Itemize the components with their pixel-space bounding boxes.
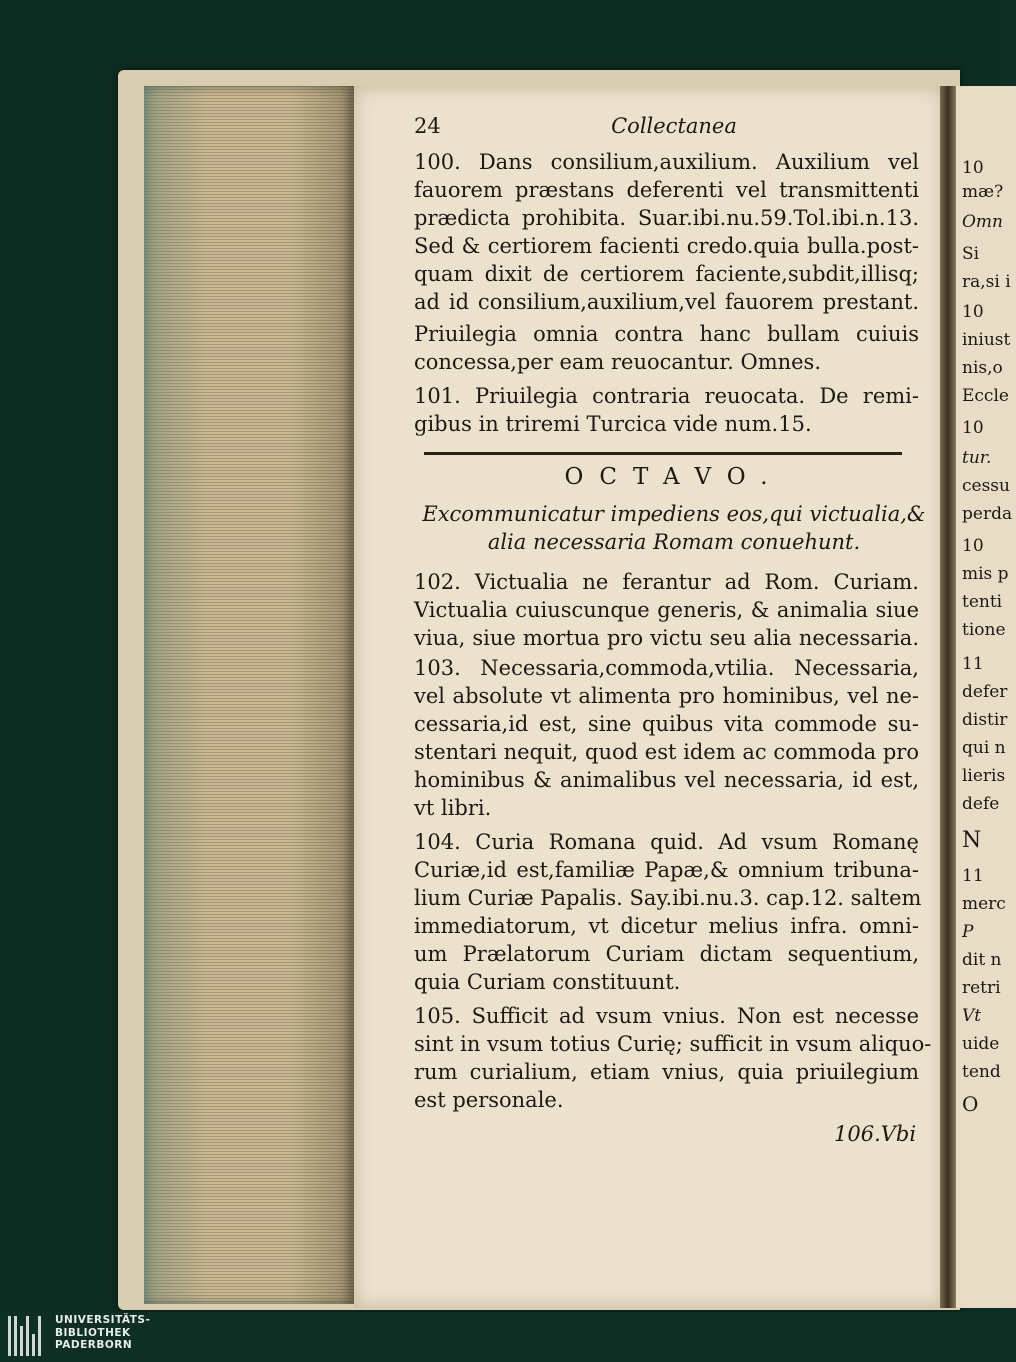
running-head: Collectanea [611,114,737,138]
body-line: 103. Necessaria,commoda,vtilia. Necessaria, [414,656,919,680]
body-line: 101. Priuilegia contraria reuocata. De remi- [414,384,919,408]
right-page-fragment: tur. [962,448,992,468]
right-page-fragment: ra,si i [962,272,1011,292]
body-line: um Prælatorum Curiam dictam sequentium, [414,942,919,966]
body-line: rum curialium, etiam vnius, quia priuilegium [414,1060,919,1084]
body-line: quia Curiam constituunt. [414,970,681,994]
library-name-line: PADERBORN [55,1339,133,1351]
right-page-fragment: Si [962,244,980,264]
body-line: concessa,per eam reuocantur. Omnes. [414,350,822,374]
catchword: 106.Vbi [834,1122,917,1146]
body-line: Curiæ,id est,familiæ Papæ,& omnium tribuna- [414,858,919,882]
body-line: vel absolute vt alimenta pro hominibus, vel ne- [414,684,919,708]
right-page-fragment: Eccle [962,386,1009,406]
body-line: vt libri. [414,796,492,820]
right-page-fragment: P [962,922,974,942]
right-page-fragment: Omn [962,212,1004,232]
body-line: prædicta prohibita. Suar.ibi.nu.59.Tol.ibi.n.13. [414,206,919,230]
body-line: Victualia cuiuscunque generis, & animalia siue [414,598,919,622]
body-line: sint in vsum totius Curię; sufficit in vsum aliquo- [414,1032,932,1056]
right-page-fragment: merc [962,894,1006,914]
body-line: Sed & certiorem facienti credo.quia bulla.post- [414,234,919,258]
body-line: 104. Curia Romana quid. Ad vsum Romanę [414,830,919,854]
book-fore-edge [144,86,354,1304]
library-name-line: BIBLIOTHEK [55,1326,131,1339]
right-page-fragment: cessu [962,476,1010,496]
body-line: 102. Victualia ne ferantur ad Rom. Curiam. [414,570,919,594]
body-line: cessaria,id est, sine quibus vita commode su- [414,712,919,736]
right-page-fragment: iniust [962,330,1011,350]
right-page-fragment: 10 [962,158,984,178]
section-rule [424,452,902,455]
right-page-fragment: tenti [962,592,1003,612]
body-line: stentari nequit, quod est idem ac commoda pro [414,740,919,764]
page-number: 24 [414,114,441,138]
right-page-fragment: defe [962,794,1000,814]
right-page-fragment: retri [962,978,1001,998]
right-page-fragment: lieris [962,766,1006,786]
library-name [55,1314,150,1352]
right-page-fragment: dit n [962,950,1002,970]
body-line: fauorem præstans deferenti vel transmittenti [414,178,919,202]
library-name-line: UNIVERSITÄTS- [55,1314,151,1326]
right-page-fragment: 10 [962,536,984,556]
right-page-fragment: 11 [962,866,984,886]
body-line: quam dixit de certiorem faciente,subdit,illisq; [414,262,919,286]
right-page-fragment: distir [962,710,1008,730]
right-page-fragment: qui n [962,738,1006,758]
right-page-fragment: perda [962,504,1013,524]
body-line: viua, siue mortua pro victu seu alia necessaria. [414,626,919,650]
right-page-fragment: uide [962,1034,1000,1054]
right-page-fragment: tione [962,620,1006,640]
section-subtitle: alia necessaria Romam conuehunt. [487,530,861,554]
book-gutter [940,86,956,1308]
right-page-fragment: nis,o [962,358,1003,378]
body-line: gibus in triremi Turcica vide num.15. [414,412,812,436]
right-page-fragment: defer [962,682,1008,702]
body-line: 100. Dans consilium,auxilium. Auxilium vel [414,150,919,174]
right-page-fragment: mæ? [962,182,1004,202]
right-page-fragment: N [962,828,982,853]
library-logo-icon [8,1314,44,1358]
body-line: immediatorum, vt dicetur melius infra. omni- [414,914,919,938]
body-line: hominibus & animalibus vel necessaria, id est, [414,768,919,792]
body-line: lium Curiæ Papalis. Say.ibi.nu.3. cap.12. saltem [414,886,922,910]
body-line: Priuilegia omnia contra hanc bullam cuiuis [414,322,919,346]
right-page-fragment: 11 [962,654,984,674]
right-page-fragment: 10 [962,418,984,438]
section-title: OCTAVO. [564,464,784,490]
body-line: ad id consilium,auxilium,vel fauorem prestant. [414,290,919,314]
right-page-fragment: Vt [962,1006,982,1026]
right-page-fragment: tend [962,1062,1001,1082]
right-page-fragment: 10 [962,302,984,322]
body-line: 105. Sufficit ad vsum vnius. Non est necesse [414,1004,919,1028]
section-subtitle: Excommunicatur impediens eos,qui victualia,& [422,502,926,526]
body-line: est personale. [414,1088,564,1112]
right-page-fragment: O [962,1092,979,1116]
right-page-fragment: mis p [962,564,1009,584]
